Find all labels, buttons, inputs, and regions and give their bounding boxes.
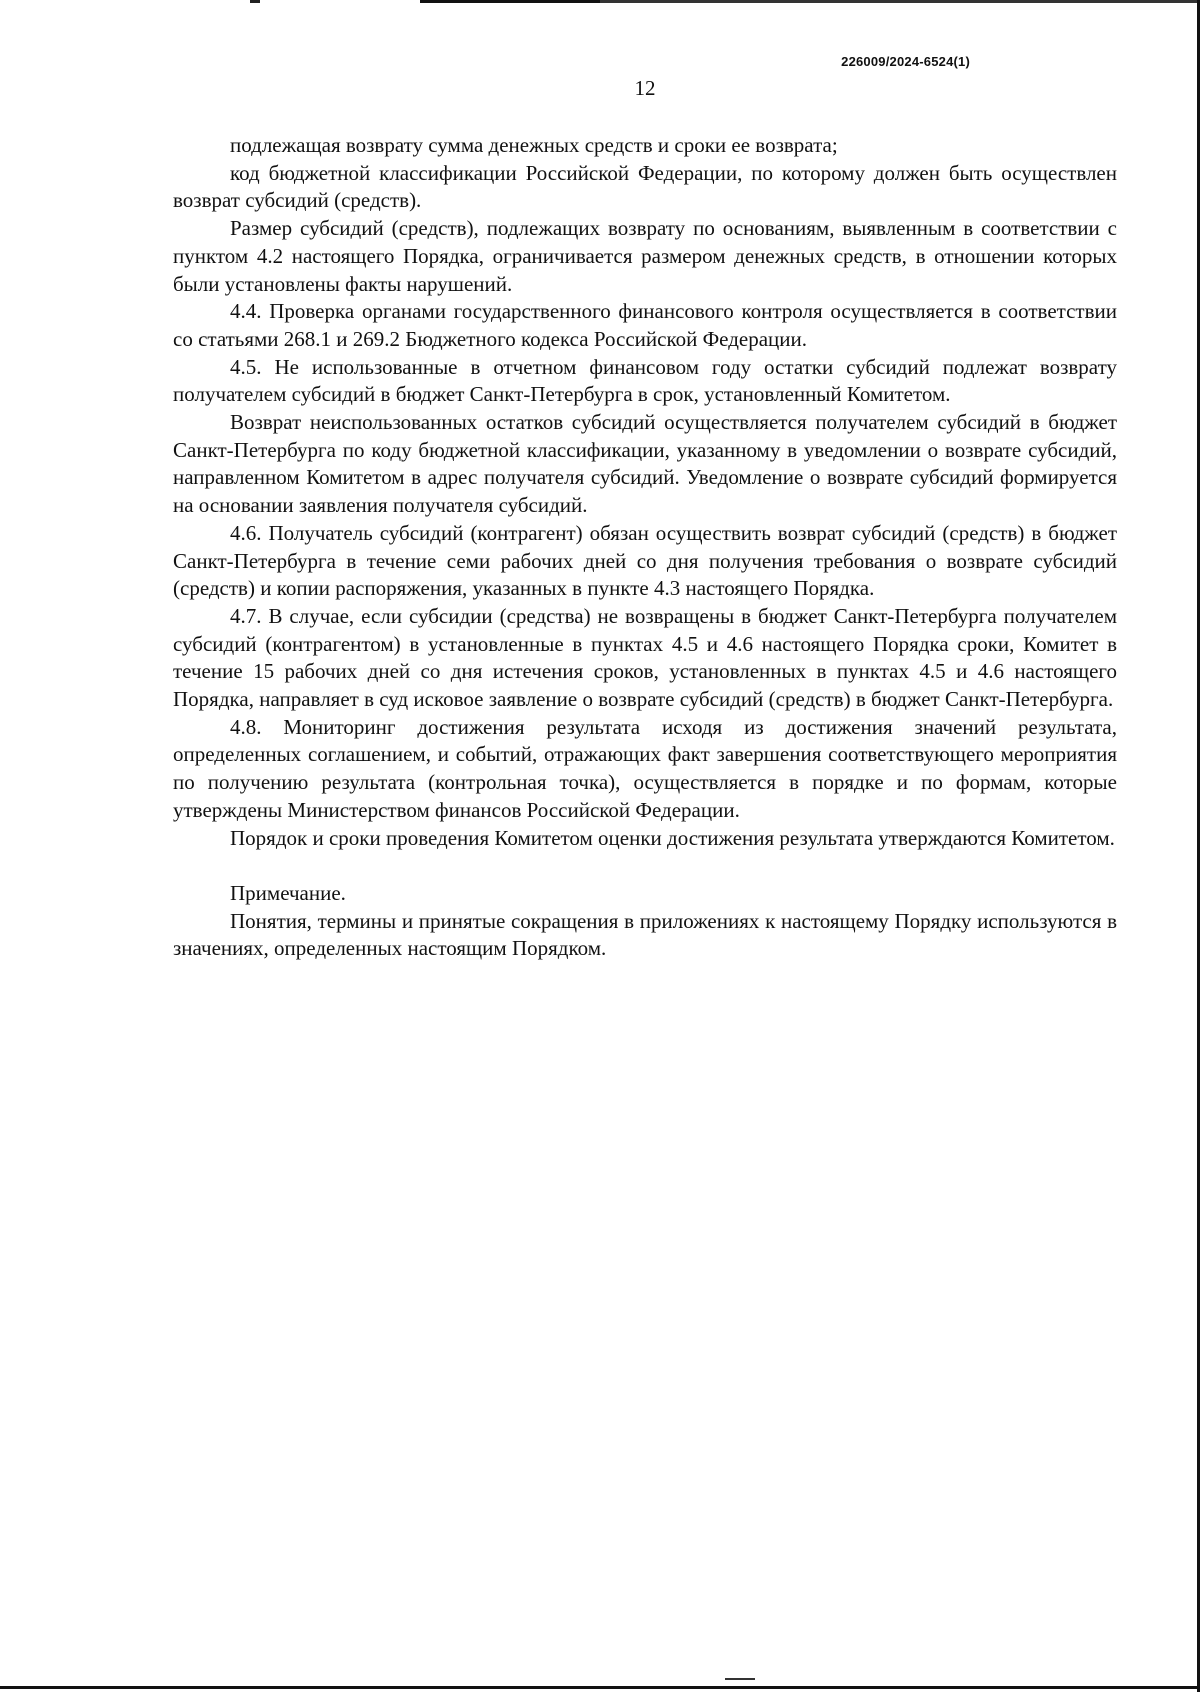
paragraph-unused-remainder: Возврат неиспользованных остатков субсидий осуществляется получателем субсидий в бюджет Санкт-Петербурга по коду бюджетной классификации, указанному в уведомлении о возврате субсидий, направленном Комитетом в адрес получателя субсидий. Уведомление о возврате субсидий формируется на основании заявления получателя субсидий. <box>173 410 1117 518</box>
note-text: Понятия, термины и принятые сокращения в приложениях к настоящему Порядку используются в значениях, определенных настоящим Порядком. <box>173 908 1117 961</box>
scan-edge-top <box>0 0 1200 3</box>
paragraph-4-4: 4.4. Проверка органами государственного финансового контроля осуществляется в соответствии со статьями 268.1 и 269.2 Бюджетного кодекса Российской Федерации. <box>173 299 1117 351</box>
paragraph-4-5: 4.5. Не использованные в отчетном финансовом году остатки субсидий подлежат возврату получателем субсидий в бюджет Санкт-Петербурга в срок, установленный Комитетом. <box>173 354 1117 407</box>
document-registration-number: 226009/2024-6524(1) <box>841 54 970 69</box>
paragraph-4-7: 4.7. В случае, если субсидии (средства) не возвращены в бюджет Санкт-Петербурга получателем субсидий (контрагентом) в установленные в пунктах 4.5 и 4.6 настоящего Порядка сроки, Комитет в течение 15 рабочих дней со дня истечения сроков, установленных в пунктах 4.5 и 4.6 настоящего Порядка, направляет в суд исковое заявление о возврате субсидий (средств) в бюджет Санкт-Петербурга. <box>173 603 1117 712</box>
scan-edge-bottom <box>0 1686 1200 1689</box>
paragraph-budget-code: код бюджетной классификации Российской Федерации, по которому должен быть осуществлен возврат субсидий (средств). <box>173 160 1117 213</box>
paragraph-return-amount: подлежащая возврату сумма денежных средств и сроки ее возврата; <box>230 133 838 157</box>
spacer <box>173 852 1117 880</box>
paragraph-4-8: 4.8. Мониторинг достижения результата исходя из достижения значений результата, определенных соглашением, и событий, отражающих факт завершения соответствующего мероприятия по получению результата (контрольная точка), осуществляется в порядке и по формам, которые утверждены Министерством финансов Российской Федерации. <box>173 714 1117 822</box>
note-title: Примечание. <box>230 880 346 905</box>
scan-edge-mark <box>725 1678 755 1680</box>
paragraph-evaluation-procedure: Порядок и сроки проведения Комитетом оценки достижения результата утверждаются Комитетом. <box>230 825 1115 850</box>
paragraph-subsidy-size: Размер субсидий (средств), подлежащих возврату по основаниям, выявленным в соответствии с пунктом 4.2 настоящего Порядка, ограничивается размером денежных средств, в отношении которых были установлены факты нарушений. <box>173 216 1117 296</box>
page-number: 12 <box>634 76 656 100</box>
paragraph-4-6: 4.6. Получатель субсидий (контрагент) обязан осуществить возврат субсидий (средств) в бюджет Санкт-Петербурга в течение семи рабочих дней со дня получения требования о возврате субсидий (средств) и копии распоряжения, указанных в пункте 4.3 настоящего Порядка. <box>173 520 1117 601</box>
document-body <box>173 132 1117 963</box>
